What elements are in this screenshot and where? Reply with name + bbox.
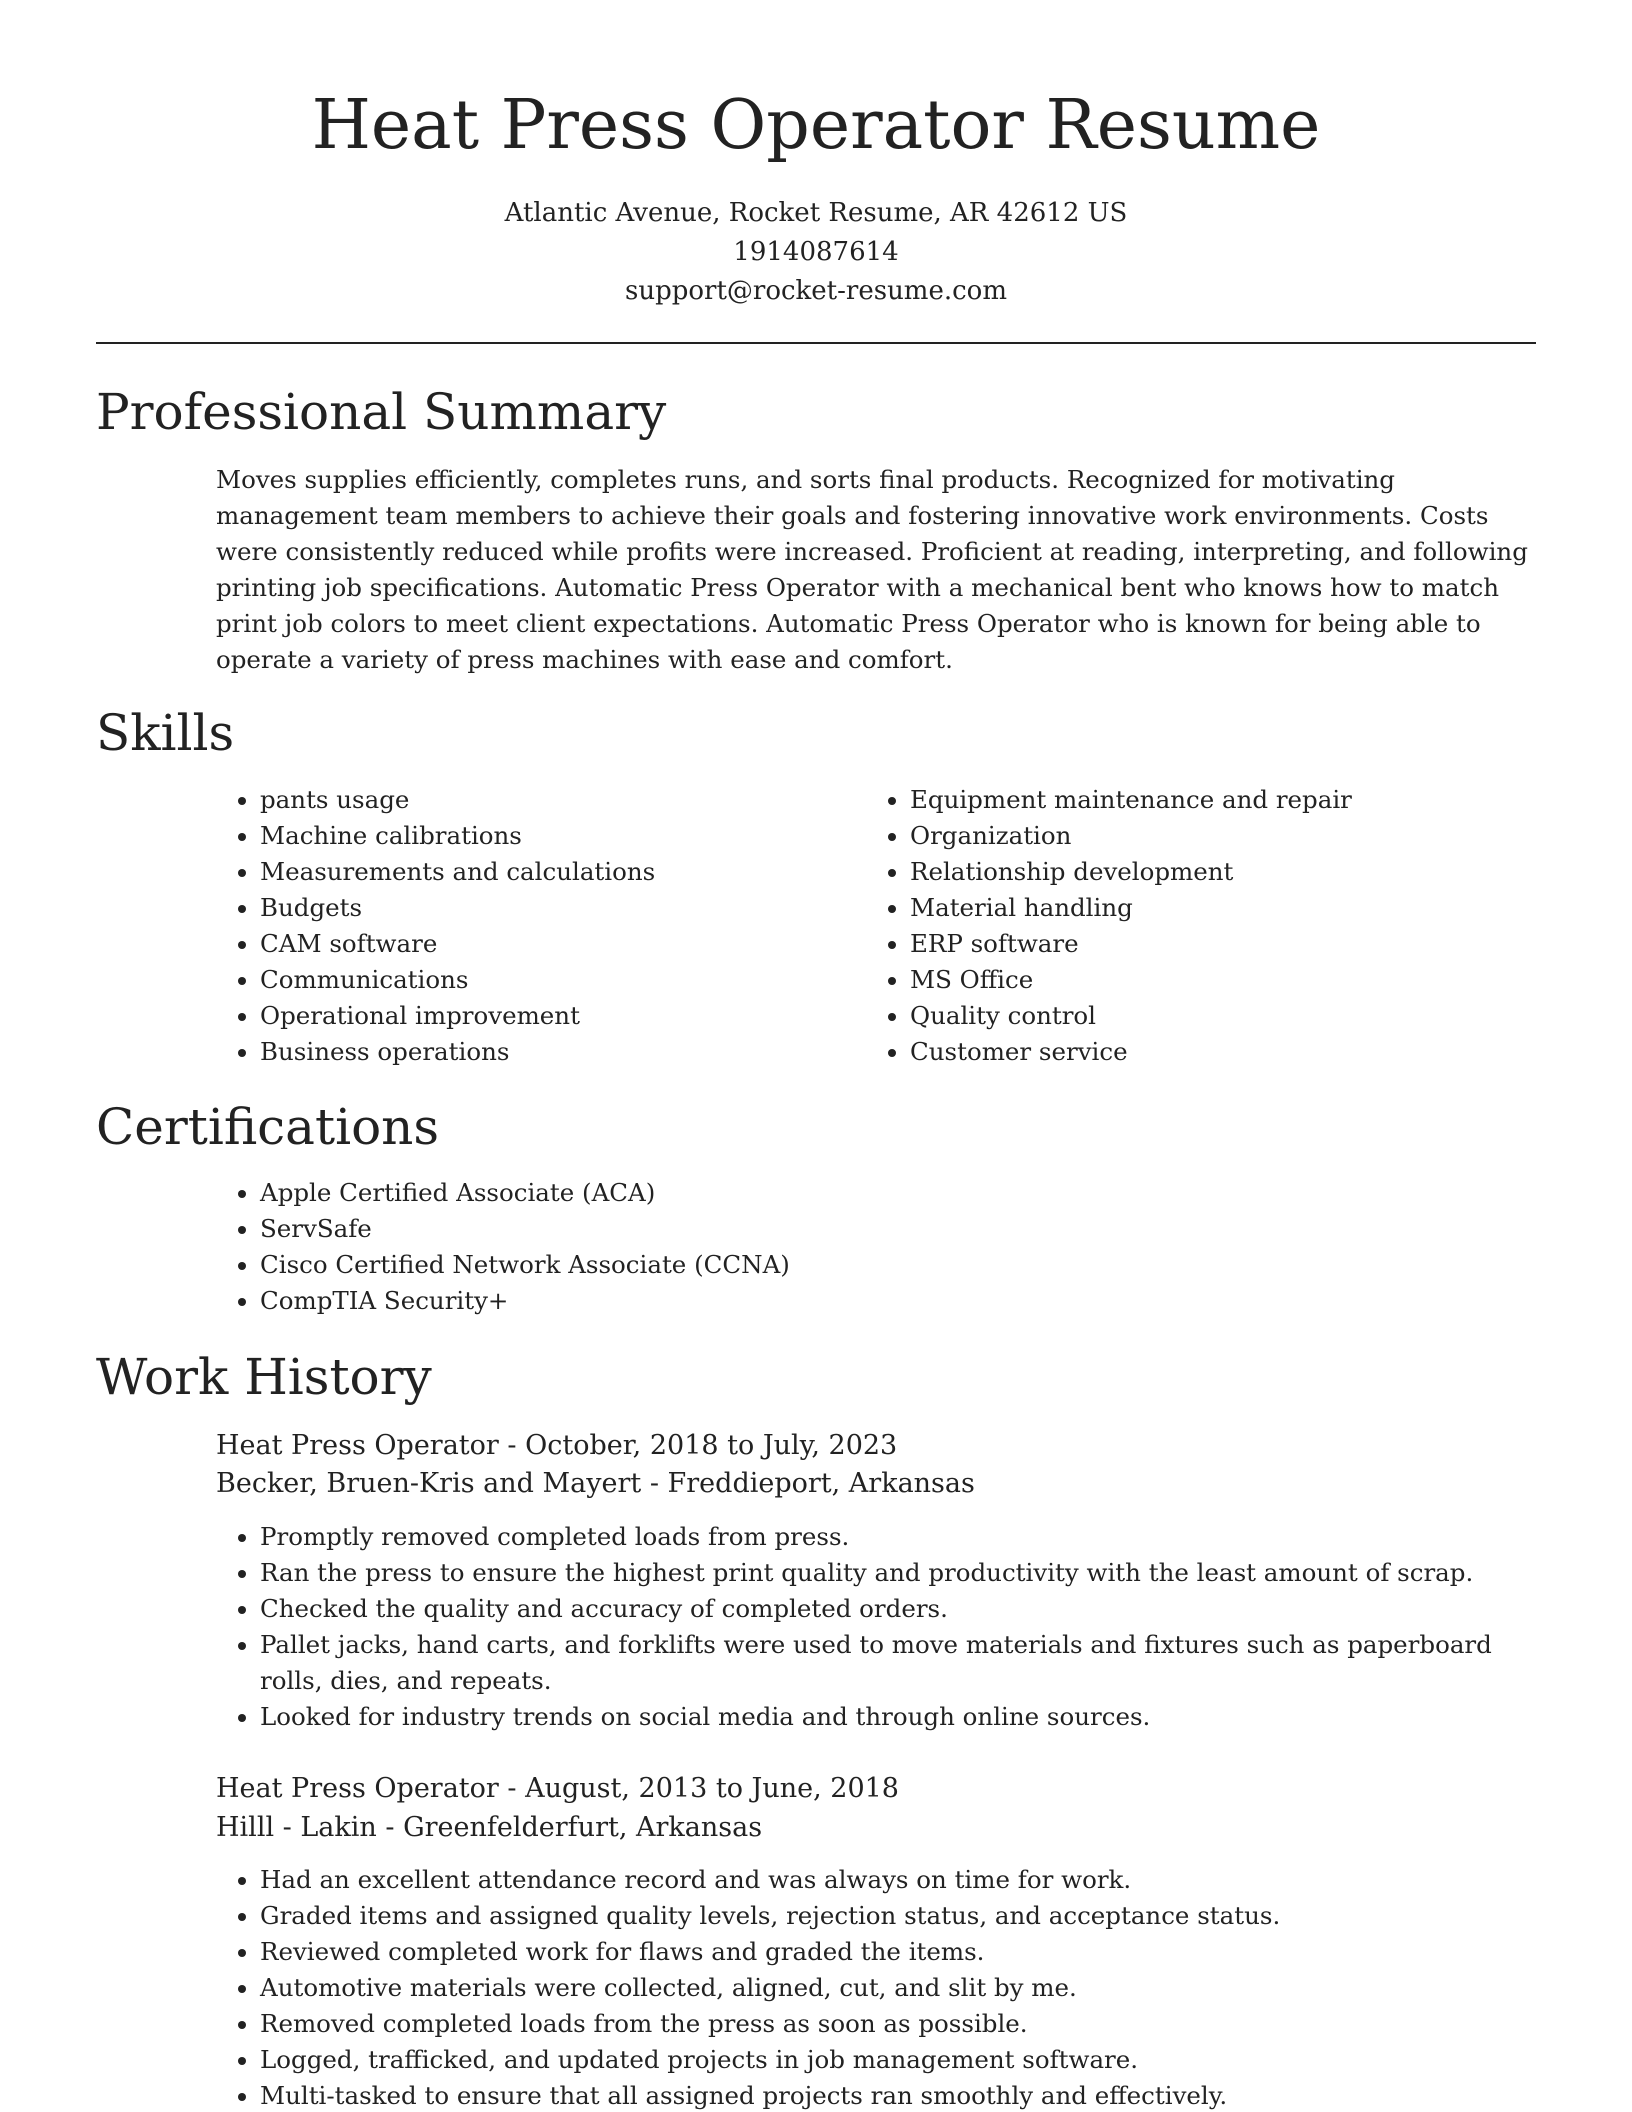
skill-item: • Budgets — [260, 890, 836, 926]
job-title-line — [216, 1426, 1536, 1465]
skill-item: • Communications — [260, 962, 836, 998]
job-bullet: • Reviewed completed work for flaws and graded the items. — [260, 1934, 1536, 1970]
job-bullet: • Multi-tasked to ensure that all assigned projects ran smoothly and effectively. — [260, 2078, 1536, 2112]
job-title-line — [216, 1769, 1536, 1808]
summary-text: Moves supplies efficiently, completes runs, and sorts final products. Recognized for motivating management team members to achieve their goals and fostering innovative work environments. Costs were consistently reduced while profits were increased. Proficient at reading, interpreting, and following printing job specifications. Automatic Press Operator with a mechanical bent who knows how to match print job colors to meet client expectations. Automatic Press Operator who is known for being able to operate a variety of press machines with ease and comfort. — [216, 465, 1528, 674]
job-company: Hilll - Lakin — [216, 1812, 377, 1843]
skills-column-right — [866, 782, 1546, 1070]
job-bullet: • Checked the quality and accuracy of completed orders. — [260, 1591, 1536, 1627]
skill-item: • Organization — [910, 818, 1546, 854]
skill-item: • CAM software — [260, 926, 836, 962]
job-bullet: • Had an excellent attendance record and was always on time for work. — [260, 1862, 1536, 1898]
job-bullet: • Promptly removed completed loads from press. — [260, 1519, 1536, 1555]
certification-item: • Apple Certified Associate (ACA) — [260, 1175, 1536, 1211]
certifications-heading: Certifications — [96, 1098, 440, 1156]
job-bullets — [216, 1519, 1536, 1735]
skill-item: • Machine calibrations — [260, 818, 836, 854]
work-history-heading: Work History — [96, 1348, 432, 1406]
resume-header — [0, 84, 1632, 311]
job-dates: - August, 2013 to June, 2018 — [498, 1773, 899, 1804]
skill-item: • Business operations — [260, 1034, 836, 1070]
contact-email: support@rocket-resume.com — [624, 276, 1007, 306]
job-bullet: • Automotive materials were collected, aligned, cut, and slit by me. — [260, 1970, 1536, 2006]
job-location: - Greenfelderfurt, Arkansas — [376, 1812, 763, 1843]
job-bullet: • Logged, trafficked, and updated projects in job management software. — [260, 2042, 1536, 2078]
job-dates: - October, 2018 to July, 2023 — [498, 1430, 898, 1461]
skill-item: • MS Office — [910, 962, 1546, 998]
skill-item: • Equipment maintenance and repair — [910, 782, 1546, 818]
job-company-line — [216, 1464, 1536, 1503]
certifications-list — [216, 1175, 1536, 1319]
job-bullets — [216, 1862, 1536, 2112]
job-company-line — [216, 1808, 1536, 1847]
skill-item: • Customer service — [910, 1034, 1546, 1070]
skill-item: • Operational improvement — [260, 998, 836, 1034]
skill-item: • Material handling — [910, 890, 1546, 926]
contact-phone: 1914087614 — [733, 237, 899, 267]
skills-column-left — [216, 782, 836, 1070]
job-title: Heat Press Operator — [216, 1430, 499, 1461]
certification-item: • ServSafe — [260, 1211, 1536, 1247]
resume-title: Heat Press Operator Resume — [311, 86, 1321, 165]
skill-item: • pants usage — [260, 782, 836, 818]
contact-address: Atlantic Avenue, Rocket Resume, AR 42612 US — [504, 198, 1128, 228]
job-title: Heat Press Operator — [216, 1773, 499, 1804]
skills-heading: Skills — [96, 704, 235, 762]
skill-item: • Relationship development — [910, 854, 1546, 890]
header-divider — [96, 342, 1536, 344]
job-bullet: • Looked for industry trends on social media and through online sources. — [260, 1699, 1536, 1735]
skill-item: • Quality control — [910, 998, 1546, 1034]
skill-item: • ERP software — [910, 926, 1546, 962]
job-location: - Freddieport, Arkansas — [641, 1468, 975, 1499]
summary-heading: Professional Summary — [96, 383, 667, 441]
job-bullet: • Removed completed loads from the press as soon as possible. — [260, 2006, 1536, 2042]
skill-item: • Measurements and calculations — [260, 854, 836, 890]
contact-block — [0, 194, 1632, 311]
job-bullet: • Graded items and assigned quality levels, rejection status, and acceptance status. — [260, 1898, 1536, 1934]
certification-item: • Cisco Certified Network Associate (CCNA) — [260, 1247, 1536, 1283]
job-company: Becker, Bruen-Kris and Mayert — [216, 1468, 642, 1499]
certification-item: • CompTIA Security+ — [260, 1283, 1536, 1319]
job-bullet: • Pallet jacks, hand carts, and forklifts were used to move materials and fixtures such as paperboard rolls, dies, and repeats. — [260, 1627, 1536, 1699]
job-bullet: • Ran the press to ensure the highest print quality and productivity with the least amount of scrap. — [260, 1555, 1536, 1591]
